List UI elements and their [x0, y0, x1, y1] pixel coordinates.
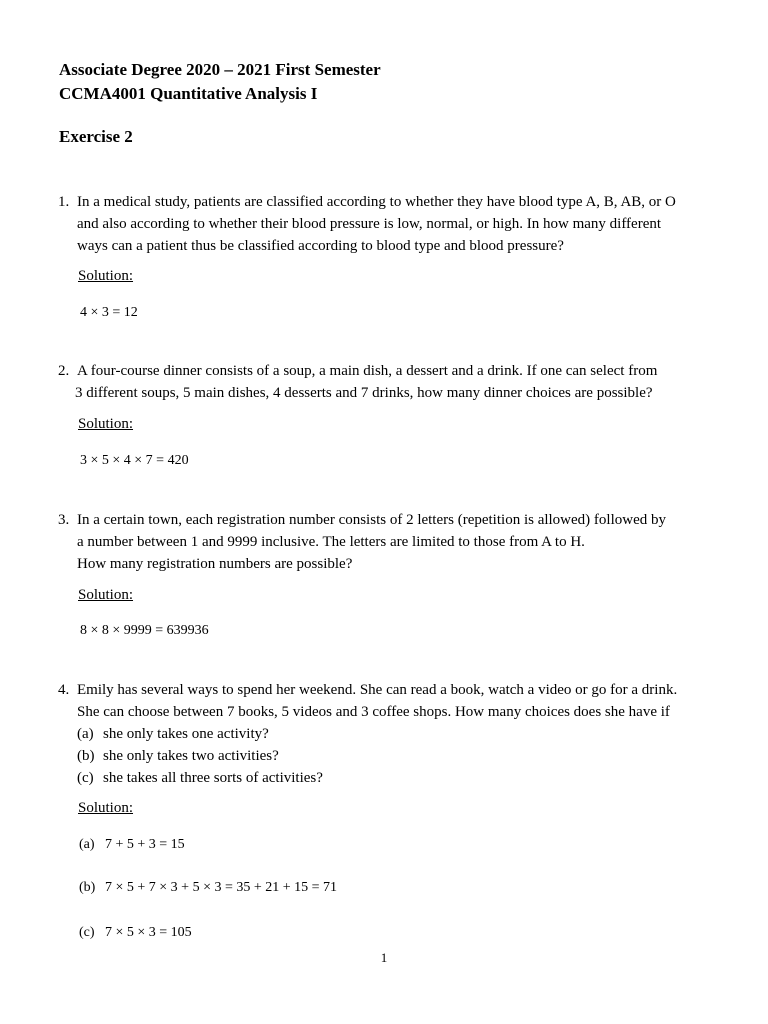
question-text-line: In a certain town, each registration number consists of 2 letters (repetition is allowed) followed by — [77, 512, 666, 528]
solution-answer-c — [79, 925, 192, 941]
part-label: (a) — [77, 726, 94, 742]
header-course: CCMA4001 Quantitative Analysis I — [59, 84, 318, 103]
question-part-c — [77, 767, 718, 789]
question-text-line: She can choose between 7 books, 5 videos and 3 coffee shops. How many choices does she have if — [77, 704, 670, 720]
question-number: 3. — [58, 512, 70, 528]
solution-answer-a — [79, 837, 185, 853]
question-text-line: Emily has several ways to spend her weekend. She can read a book, watch a video or go for a drink. — [77, 682, 678, 698]
answer-label: (c) — [79, 925, 95, 940]
question-2 — [58, 360, 718, 404]
answer-text: 7 + 5 + 3 = 15 — [105, 837, 185, 852]
question-number: 4. — [58, 682, 70, 698]
question-text-line: A four-course dinner consists of a soup, a main dish, a dessert and a drink. If one can select from — [77, 363, 658, 379]
answer-text: 7 × 5 + 7 × 3 + 5 × 3 = 35 + 21 + 15 = 71 — [105, 880, 338, 895]
solution-answer: 8 × 8 × 9999 = 639936 — [80, 623, 209, 638]
solution-answer-b — [79, 880, 337, 896]
question-number: 2. — [58, 363, 70, 379]
question-part-b — [77, 745, 718, 767]
solution-label: Solution: — [78, 800, 134, 816]
solution-answer: 4 × 3 = 12 — [80, 305, 138, 320]
solution-label: Solution: — [78, 587, 134, 603]
solution-label: Solution: — [78, 268, 134, 284]
question-3 — [58, 509, 718, 575]
solution-answer: 3 × 5 × 4 × 7 = 420 — [80, 453, 189, 468]
question-text-line: In a medical study, patients are classified according to whether they have blood type A, B, AB, or O — [77, 194, 676, 210]
question-text-line: 3 different soups, 5 main dishes, 4 desserts and 7 drinks, how many dinner choices are possible? — [75, 385, 653, 401]
question-part-a — [77, 723, 718, 745]
part-text: she takes all three sorts of activities? — [103, 770, 323, 786]
part-label: (c) — [77, 770, 94, 786]
exercise-title: Exercise 2 — [59, 127, 133, 146]
part-text: she only takes one activity? — [103, 726, 269, 742]
question-text-line: and also according to whether their blood pressure is low, normal, or high. In how many different — [77, 216, 662, 232]
answer-label: (b) — [79, 880, 96, 895]
question-number: 1. — [58, 194, 70, 210]
question-text-line: ways can a patient thus be classified according to blood type and blood pressure? — [77, 238, 564, 254]
question-text-line: How many registration numbers are possible? — [77, 556, 353, 572]
solution-label: Solution: — [78, 416, 134, 432]
answer-text: 7 × 5 × 3 = 105 — [105, 925, 192, 940]
header-semester: Associate Degree 2020 – 2021 First Semester — [59, 60, 381, 79]
part-label: (b) — [77, 748, 95, 764]
question-4 — [58, 679, 718, 789]
answer-label: (a) — [79, 837, 95, 852]
question-text-line: a number between 1 and 9999 inclusive. The letters are limited to those from A to H. — [77, 534, 585, 550]
question-1 — [58, 191, 718, 257]
page-number: 1 — [380, 950, 388, 965]
part-text: she only takes two activities? — [103, 748, 279, 764]
